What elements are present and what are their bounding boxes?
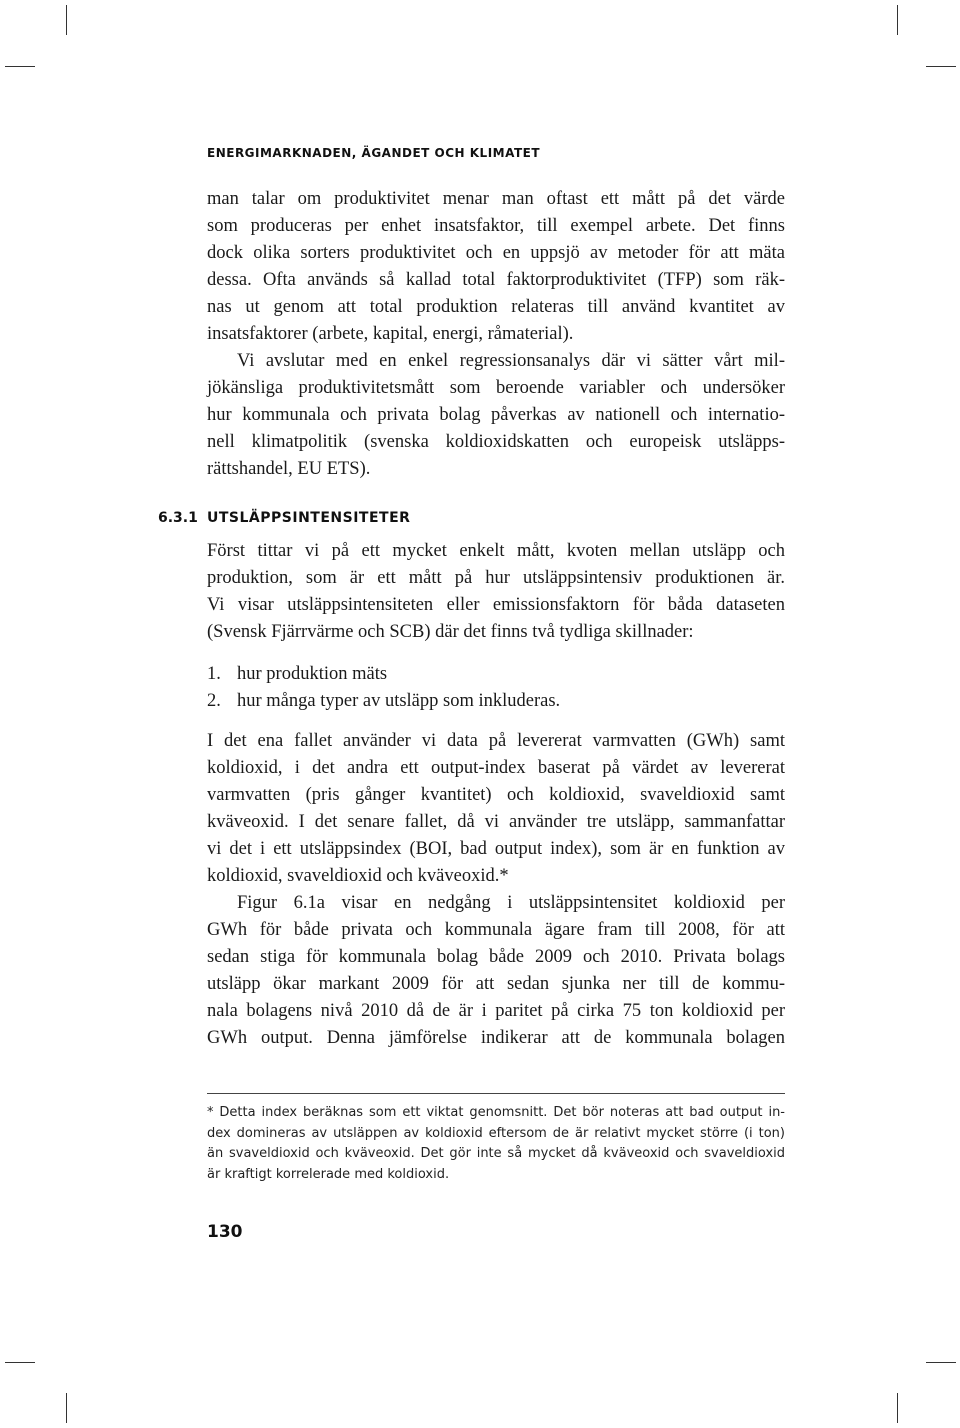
footnote-line: är kraftigt korrelerade med koldioxid. <box>207 1166 450 1182</box>
text-line: som produceras per enhet insatsfaktor, till exempel arbete. Det finns <box>207 216 785 236</box>
paragraph-3 <box>207 538 785 646</box>
text-line: nas ut genom att total produktion relateras till använd kvantitet av <box>207 297 785 317</box>
running-head: ENERGIMARKNADEN, ÄGANDET OCH KLIMATET <box>207 146 541 160</box>
text-line: Först tittar vi på ett mycket enkelt mått, kvoten mellan utsläpp och <box>207 541 785 561</box>
text-line: GWh output. Denna jämförelse indikerar att de kommunala bolagen <box>207 1028 785 1048</box>
paragraph-4 <box>207 728 785 890</box>
text-line: hur kommunala och privata bolag påverkas av nationell och internatio- <box>207 405 785 425</box>
list-number: 1. <box>207 664 221 684</box>
text-line: utsläpp ökar markant 2009 för att sedan sjunka ner till de kommu- <box>207 974 785 994</box>
crop-mark <box>5 1362 35 1363</box>
paragraph-2 <box>207 348 785 483</box>
text-line: kväveoxid. I det senare fallet, då vi använder tre utsläpp, sammanfattar <box>207 812 785 832</box>
text-line: nala bolagens nivå 2010 då de är i paritet på cirka 75 ton koldioxid per <box>207 1001 785 1021</box>
text-line: rättshandel, EU ETS). <box>207 459 371 479</box>
page-number: 130 <box>207 1222 243 1242</box>
text-line: nell klimatpolitik (svenska koldioxidskatten och europeisk utsläpps- <box>207 432 785 452</box>
crop-mark <box>66 1393 67 1423</box>
footnote-line: dex domineras av utsläppen av koldioxid eftersom de är relativt mycket större (i ton) <box>207 1125 785 1141</box>
section-title: UTSLÄPPSINTENSITETER <box>207 510 411 526</box>
list-number: 2. <box>207 691 221 711</box>
footnote <box>207 1103 785 1185</box>
text-line: produktion, som är ett mått på hur utsläppsintensiv produktionen är. <box>207 568 785 588</box>
list-text: hur produktion mäts <box>237 664 388 684</box>
text-line: Vi avslutar med en enkel regressionsanalys där vi sätter vårt mil- <box>237 351 785 371</box>
crop-mark <box>897 5 898 35</box>
text-line: jökänsliga produktivitetsmått som beroende variabler och undersöker <box>207 378 785 398</box>
text-line: vi det i ett utsläppsindex (BOI, bad output index), som är en funktion av <box>207 839 785 859</box>
crop-mark <box>926 1362 956 1363</box>
text-line: GWh för både privata och kommunala ägare fram till 2008, för att <box>207 920 785 940</box>
list-item <box>207 688 560 715</box>
text-line: Figur 6.1a visar en nedgång i utsläppsintensitet koldioxid per <box>237 893 785 913</box>
text-line: (Svensk Fjärrvärme och SCB) där det finns två tydliga skillnader: <box>207 622 694 642</box>
text-line: dock olika sorters produktivitet och en uppsjö av metoder för att mäta <box>207 243 785 263</box>
text-line: koldioxid, svaveldioxid och kväveoxid.* <box>207 866 509 886</box>
list-item <box>207 661 560 688</box>
section-number: 6.3.1 <box>158 510 198 526</box>
text-line: insatsfaktorer (arbete, kapital, energi, råmaterial). <box>207 324 574 344</box>
crop-mark <box>926 66 956 67</box>
text-line: koldioxid, i det andra ett output-index baserat på värdet av levererat <box>207 758 785 778</box>
crop-mark <box>897 1393 898 1423</box>
footnote-line: än svaveldioxid och kväveoxid. Det gör inte så mycket då kväveoxid och svaveldioxid <box>207 1146 785 1161</box>
text-line: Vi visar utsläppsintensiteten eller emissionsfaktorn för båda dataseten <box>207 595 785 615</box>
text-line: dessa. Ofta används så kallad total faktorproduktivitet (TFP) som räk- <box>207 270 785 290</box>
paragraph-1 <box>207 186 785 348</box>
paragraph-5 <box>207 890 785 1052</box>
footnote-line: * Detta index beräknas som ett viktat genomsnitt. Det bör noteras att bad output in- <box>207 1105 785 1120</box>
text-line: I det ena fallet använder vi data på levererat varmvatten (GWh) samt <box>207 731 785 751</box>
numbered-list <box>207 661 560 715</box>
crop-mark <box>66 5 67 35</box>
text-line: sedan stiga för kommunala bolag både 2009 och 2010. Privata bolags <box>207 947 785 967</box>
text-line: varmvatten (pris gånger kvantitet) och koldioxid, svaveldioxid samt <box>207 785 785 805</box>
footnote-divider <box>207 1093 785 1094</box>
crop-mark <box>5 66 35 67</box>
list-text: hur många typer av utsläpp som inkluderas. <box>237 691 561 711</box>
text-line: man talar om produktivitet menar man oftast ett mått på det värde <box>207 189 785 209</box>
